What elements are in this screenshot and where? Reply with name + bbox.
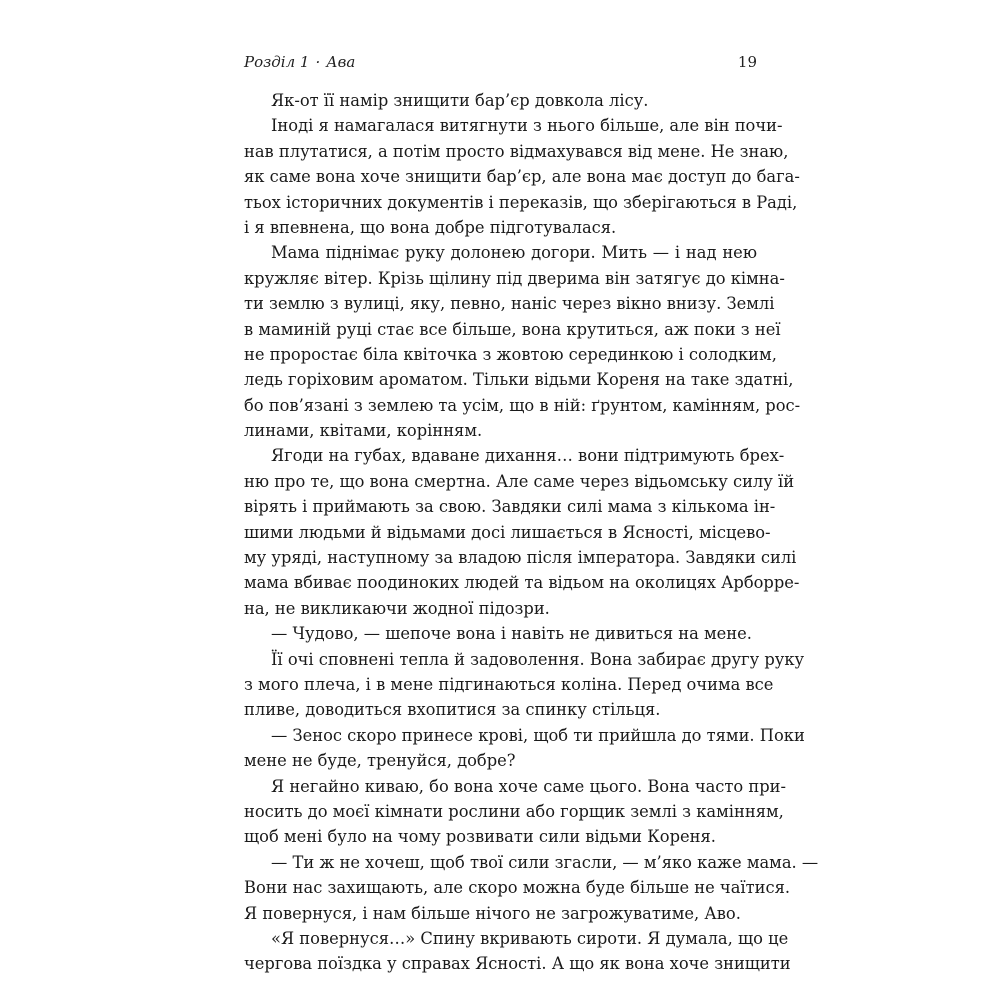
section-title: Ава <box>326 53 356 71</box>
text-line: «Я повернуся…» Спину вкривають сироти. Я думала, що це <box>271 928 789 948</box>
text-line: Я негайно киваю, бо вона хоче саме цього. Вона часто при- <box>271 776 787 796</box>
text-line: Я повернуся, і нам більше нічого не загрожуватиме, Аво. <box>244 903 741 923</box>
text-line: чергова поїздка у справах Ясності. А що як вона хоче знищити <box>244 954 791 974</box>
heading-separator: · <box>315 53 321 71</box>
text-line: на, не викликаючи жодної підозри. <box>244 598 550 618</box>
text-line: щоб мені було на чому розвивати сили відьми Кореня. <box>244 827 716 847</box>
text-line: му уряді, наступному за владою після імператора. Завдяки силі <box>244 548 797 568</box>
text-line: вірять і приймають за свою. Завдяки силі мама з кількома ін- <box>244 497 776 517</box>
text-line: — Зенос скоро принесе крові, щоб ти прийшла до тями. Поки <box>271 725 805 745</box>
text-line: — Ти ж не хочеш, щоб твої сили згасли, — м’яко каже мама. — <box>271 852 819 872</box>
text-line: в маминій руці стає все більше, вона крутиться, аж поки з неї <box>244 319 781 339</box>
text-line: ню про те, що вона смертна. Але саме через відьомську силу їй <box>244 471 795 491</box>
text-line: носить до моєї кімнати рослини або горщик землі з камінням, <box>244 801 784 821</box>
text-line: ледь горіховим ароматом. Тільки відьми Кореня на таке здатні, <box>244 370 794 390</box>
text-line: ти землю з вулиці, яку, певно, наніс через вікно внизу. Землі <box>244 294 775 314</box>
text-line: линами, квітами, корінням. <box>244 421 483 441</box>
text-line: Вони нас захищають, але скоро можна буде більше не чаїтися. <box>244 878 791 898</box>
text-line: мама вбиває поодиноких людей та відьом на околицях Арборре- <box>244 573 800 593</box>
text-line: з мого плеча, і в мене підгинаються коліна. Перед очима все <box>244 674 774 694</box>
text-line: бо пов’язані з землею та усім, що в ній: ґрунтом, камінням, рос- <box>244 395 801 415</box>
chapter-title: Розділ 1 <box>244 53 310 71</box>
text-line: — Чудово, — шепоче вона і навіть не дивиться на мене. <box>271 624 752 644</box>
text-line: Мама піднімає руку долонею догори. Мить — і над нею <box>271 243 757 263</box>
book-page <box>244 50 819 974</box>
chapter-heading <box>244 50 355 74</box>
text-line: нав плутатися, а потім просто відмахувався від мене. Не знаю, <box>244 141 789 161</box>
text-line: Іноді я намагалася витягнути з нього більше, але він почи- <box>271 116 783 136</box>
text-line: Як-от її намір знищити бар’єр довкола лісу. <box>271 91 649 110</box>
text-line: шими людьми й відьмами досі лишається в Ясності, місцево- <box>244 522 771 542</box>
text-line: як саме вона хоче знищити бар’єр, але вона має доступ до бага- <box>244 167 800 187</box>
body-text <box>244 88 819 977</box>
text-line: пливе, доводиться вхопитися за спинку стільця. <box>244 700 661 720</box>
text-line: тьох історичних документів і переказів, що зберігаються в Раді, <box>244 192 798 212</box>
running-head <box>244 50 757 74</box>
text-line: Її очі сповнені тепла й задоволення. Вона забирає другу руку <box>271 649 805 669</box>
text-line: мене не буде, тренуйся, добре? <box>244 751 516 771</box>
page-number: 19 <box>737 53 757 71</box>
text-line: і я впевнена, що вона добре підготувалася. <box>244 217 617 237</box>
text-line: не проростає біла квіточка з жовтою серединкою і солодким, <box>244 344 777 364</box>
text-line: кружляє вітер. Крізь щілину під дверима він затягує до кімна- <box>244 268 785 288</box>
text-line: Ягоди на губах, вдаване дихання… вони підтримують брех- <box>271 446 785 466</box>
